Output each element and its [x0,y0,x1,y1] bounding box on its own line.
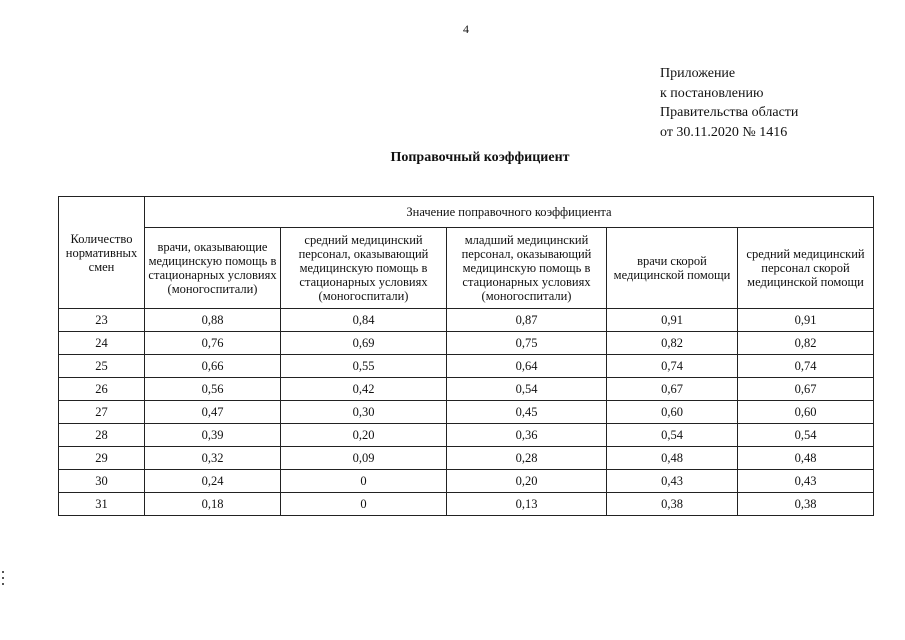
row-header-label: Количество нормативных смен [65,231,138,274]
shift-count-cell: 29 [59,447,145,470]
coefficient-cell: 0,18 [145,493,281,516]
table-row [59,470,874,493]
coefficient-cell: 0 [281,470,447,493]
coefficient-cell: 0,30 [281,401,447,424]
table-body [59,309,874,516]
coefficient-cell: 0,60 [738,401,874,424]
coefficient-cell: 0,28 [447,447,607,470]
coefficient-cell: 0,36 [447,424,607,447]
table-row [59,355,874,378]
coefficient-cell: 0,43 [738,470,874,493]
coefficient-cell: 0,45 [447,401,607,424]
coefficient-cell: 0,87 [447,309,607,332]
shift-count-cell: 26 [59,378,145,401]
coefficient-cell: 0,60 [607,401,738,424]
shift-count-cell: 23 [59,309,145,332]
coefficient-cell: 0,38 [738,493,874,516]
coefficient-cell: 0,48 [738,447,874,470]
column-header: средний медицинский персонал скорой медицинской помощи [738,228,874,309]
shift-count-cell: 25 [59,355,145,378]
page-number: 4 [463,22,469,36]
coefficient-cell: 0,54 [447,378,607,401]
shift-count-cell: 30 [59,470,145,493]
group-header-cell [145,197,874,228]
coefficient-cell: 0,69 [281,332,447,355]
coefficient-cell: 0,67 [738,378,874,401]
coefficient-cell: 0,76 [145,332,281,355]
row-header-cell [59,197,145,309]
coefficient-cell: 0,43 [607,470,738,493]
coefficient-cell: 0,67 [607,378,738,401]
coefficient-table [58,196,874,516]
table-row [59,332,874,355]
coefficient-cell: 0,32 [145,447,281,470]
coefficient-cell: 0,75 [447,332,607,355]
coefficient-cell: 0 [281,493,447,516]
coefficient-cell: 0,74 [738,355,874,378]
column-header: врачи, оказывающие медицинскую помощь в стационарных условиях (моногоспитали) [145,228,281,309]
column-header: младший медицинский персонал, оказывающий медицинскую помощь в стационарных условиях (моногоспитали) [447,228,607,309]
scan-artifact [2,571,4,573]
coefficient-cell: 0,66 [145,355,281,378]
document-title: Поправочный коэффициент [390,150,570,165]
shift-count-cell: 24 [59,332,145,355]
coefficient-cell: 0,82 [607,332,738,355]
coefficient-cell: 0,56 [145,378,281,401]
coefficient-cell: 0,09 [281,447,447,470]
coefficient-cell: 0,38 [607,493,738,516]
coefficient-cell: 0,55 [281,355,447,378]
appendix-line: Правительства области [660,105,799,120]
coefficient-cell: 0,47 [145,401,281,424]
coefficient-cell: 0,42 [281,378,447,401]
coefficient-cell: 0,20 [281,424,447,447]
appendix-line: Приложение [660,66,736,81]
coefficient-cell: 0,54 [738,424,874,447]
coefficient-cell: 0,82 [738,332,874,355]
table-row [59,424,874,447]
coefficient-cell: 0,13 [447,493,607,516]
coefficient-cell: 0,24 [145,470,281,493]
column-header: врачи скорой медицинской помощи [607,228,738,309]
coefficient-cell: 0,20 [447,470,607,493]
coefficient-cell: 0,84 [281,309,447,332]
table-row [59,447,874,470]
column-header: средний медицинский персонал, оказывающий медицинскую помощь в стационарных условиях (моногоспитали) [281,228,447,309]
coefficient-cell: 0,48 [607,447,738,470]
group-header-label: Значение поправочного коэффициента [406,204,612,219]
table-row [59,309,874,332]
scan-artifact [2,577,4,579]
coefficient-cell: 0,39 [145,424,281,447]
coefficient-cell: 0,88 [145,309,281,332]
table-row [59,493,874,516]
coefficient-cell: 0,91 [607,309,738,332]
appendix-line: к постановлению [660,85,764,101]
table-row [59,378,874,401]
appendix-line: от 30.11.2020 № 1416 [660,124,788,140]
table-row [59,401,874,424]
appendix-block [660,64,798,142]
coefficient-cell: 0,91 [738,309,874,332]
coefficient-cell: 0,64 [447,355,607,378]
coefficient-cell: 0,54 [607,424,738,447]
shift-count-cell: 27 [59,401,145,424]
coefficient-cell: 0,74 [607,355,738,378]
shift-count-cell: 28 [59,424,145,447]
scan-artifact [2,583,4,585]
shift-count-cell: 31 [59,493,145,516]
